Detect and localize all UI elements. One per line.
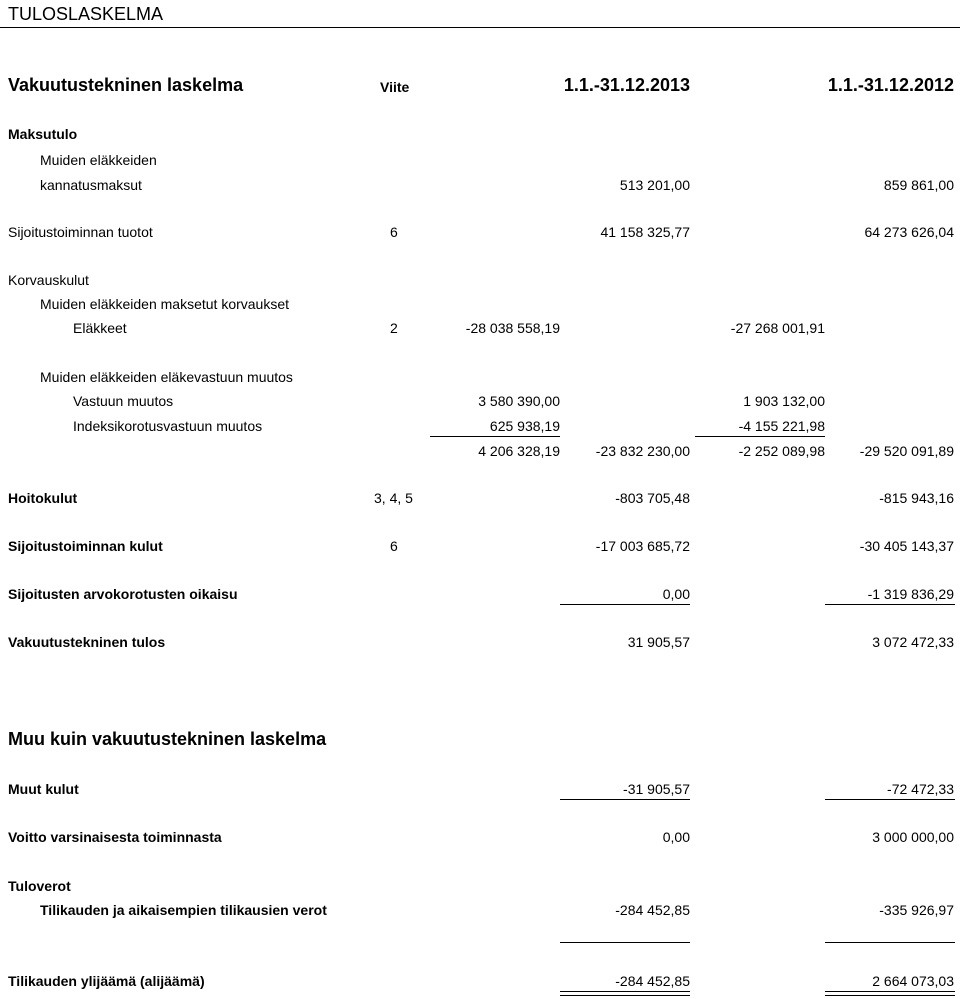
tuloverot-label: Tuloverot xyxy=(8,878,71,894)
korvauskulut-sub: Muiden eläkkeiden maksetut korvaukset xyxy=(40,296,290,312)
title-rule xyxy=(0,27,960,28)
maksutulo-sub2: kannatusmaksut xyxy=(40,177,142,193)
arvokorotus-prior: -1 319 836,29 xyxy=(867,586,954,602)
sijoitus-tuotot-current: 41 158 325,77 xyxy=(600,224,690,240)
muut-kulut-prior: -72 472,33 xyxy=(887,781,954,797)
hoitokulut-note: 3, 4, 5 xyxy=(374,490,413,506)
arvokorotus-label: Sijoitusten arvokorotusten oikaisu xyxy=(8,586,238,602)
ylijaama-prior-double-rule xyxy=(825,991,955,996)
sijoitus-tuotot-label: Sijoitustoiminnan tuotot xyxy=(8,224,153,240)
maksutulo-sub1: Muiden eläkkeiden xyxy=(40,152,157,168)
section-heading: Vakuutustekninen laskelma xyxy=(8,75,244,95)
page-title: TULOSLASKELMA xyxy=(8,4,164,24)
vastuu-subtotal-prior: -2 252 089,98 xyxy=(738,443,825,459)
sijoitus-kulut-prior: -30 405 143,37 xyxy=(859,538,954,554)
vastuu-label: Muiden eläkkeiden eläkevastuun muutos xyxy=(40,369,293,385)
tuloverot-current: -284 452,85 xyxy=(615,902,690,918)
ylijaama-prior: 2 664 073,03 xyxy=(872,973,954,989)
muut-kulut-current: -31 905,57 xyxy=(623,781,690,797)
ylijaama-current-double-rule xyxy=(560,991,690,996)
sijoitus-tuotot-prior: 64 273 626,04 xyxy=(864,224,954,240)
maksutulo-prior: 859 861,00 xyxy=(883,177,954,193)
elakkeet-note: 2 xyxy=(390,320,398,336)
hoitokulut-prior: -815 943,16 xyxy=(879,490,954,506)
hoitokulut-label: Hoitokulut xyxy=(8,490,78,506)
muu-heading: Muu kuin vakuutustekninen laskelma xyxy=(8,729,327,749)
arvokorotus-current: 0,00 xyxy=(662,586,690,602)
elakkeet-label: Eläkkeet xyxy=(73,320,127,336)
tekninen-tulos-prior: 3 072 472,33 xyxy=(872,634,954,650)
period-current-header: 1.1.-31.12.2013 xyxy=(563,75,690,95)
note-column-header: Viite xyxy=(380,79,410,95)
muut-kulut-label: Muut kulut xyxy=(8,781,79,797)
vastuun-muutos-label: Vastuun muutos xyxy=(73,393,174,409)
tekninen-tulos-label: Vakuutustekninen tulos xyxy=(8,634,166,650)
vastuu-total-current: -23 832 230,00 xyxy=(595,443,690,459)
ylijaama-current: -284 452,85 xyxy=(615,973,690,989)
tuloverot-prior: -335 926,97 xyxy=(879,902,954,918)
maksutulo-label: Maksutulo xyxy=(8,126,78,142)
sijoitus-tuotot-note: 6 xyxy=(390,224,398,240)
indeksi-current-rule xyxy=(430,436,560,437)
ylijaama-label: Tilikauden ylijäämä (alijäämä) xyxy=(8,973,205,989)
tuloverot-current-rule xyxy=(560,942,690,943)
tekninen-tulos-current: 31 905,57 xyxy=(627,634,690,650)
vastuun-muutos-prior: 1 903 132,00 xyxy=(743,393,825,409)
period-prior-header: 1.1.-31.12.2012 xyxy=(827,75,954,95)
sijoitus-kulut-label: Sijoitustoiminnan kulut xyxy=(8,538,163,554)
hoitokulut-current: -803 705,48 xyxy=(615,490,690,506)
tuloverot-sub: Tilikauden ja aikaisempien tilikausien verot xyxy=(40,902,327,918)
muut-kulut-prior-rule xyxy=(825,799,955,800)
elakkeet-prior: -27 268 001,91 xyxy=(730,320,825,336)
maksutulo-current: 513 201,00 xyxy=(619,177,690,193)
vastuu-total-prior: -29 520 091,89 xyxy=(859,443,954,459)
indeksi-label: Indeksikorotusvastuun muutos xyxy=(73,418,263,434)
tuloverot-prior-rule xyxy=(825,942,955,943)
sijoitus-kulut-note: 6 xyxy=(390,538,398,554)
korvauskulut-label: Korvauskulut xyxy=(8,272,89,288)
arvokorotus-prior-rule xyxy=(825,604,955,605)
elakkeet-current: -28 038 558,19 xyxy=(465,320,560,336)
sijoitus-kulut-current: -17 003 685,72 xyxy=(595,538,690,554)
voitto-label: Voitto varsinaisesta toiminnasta xyxy=(8,829,222,845)
indeksi-prior: -4 155 221,98 xyxy=(738,418,825,434)
voitto-current: 0,00 xyxy=(662,829,690,845)
voitto-prior: 3 000 000,00 xyxy=(872,829,954,845)
indeksi-current: 625 938,19 xyxy=(489,418,560,434)
vastuun-muutos-current: 3 580 390,00 xyxy=(478,393,560,409)
vastuu-subtotal-current: 4 206 328,19 xyxy=(478,443,560,459)
arvokorotus-current-rule xyxy=(560,604,690,605)
indeksi-prior-rule xyxy=(695,436,825,437)
muut-kulut-current-rule xyxy=(560,799,690,800)
